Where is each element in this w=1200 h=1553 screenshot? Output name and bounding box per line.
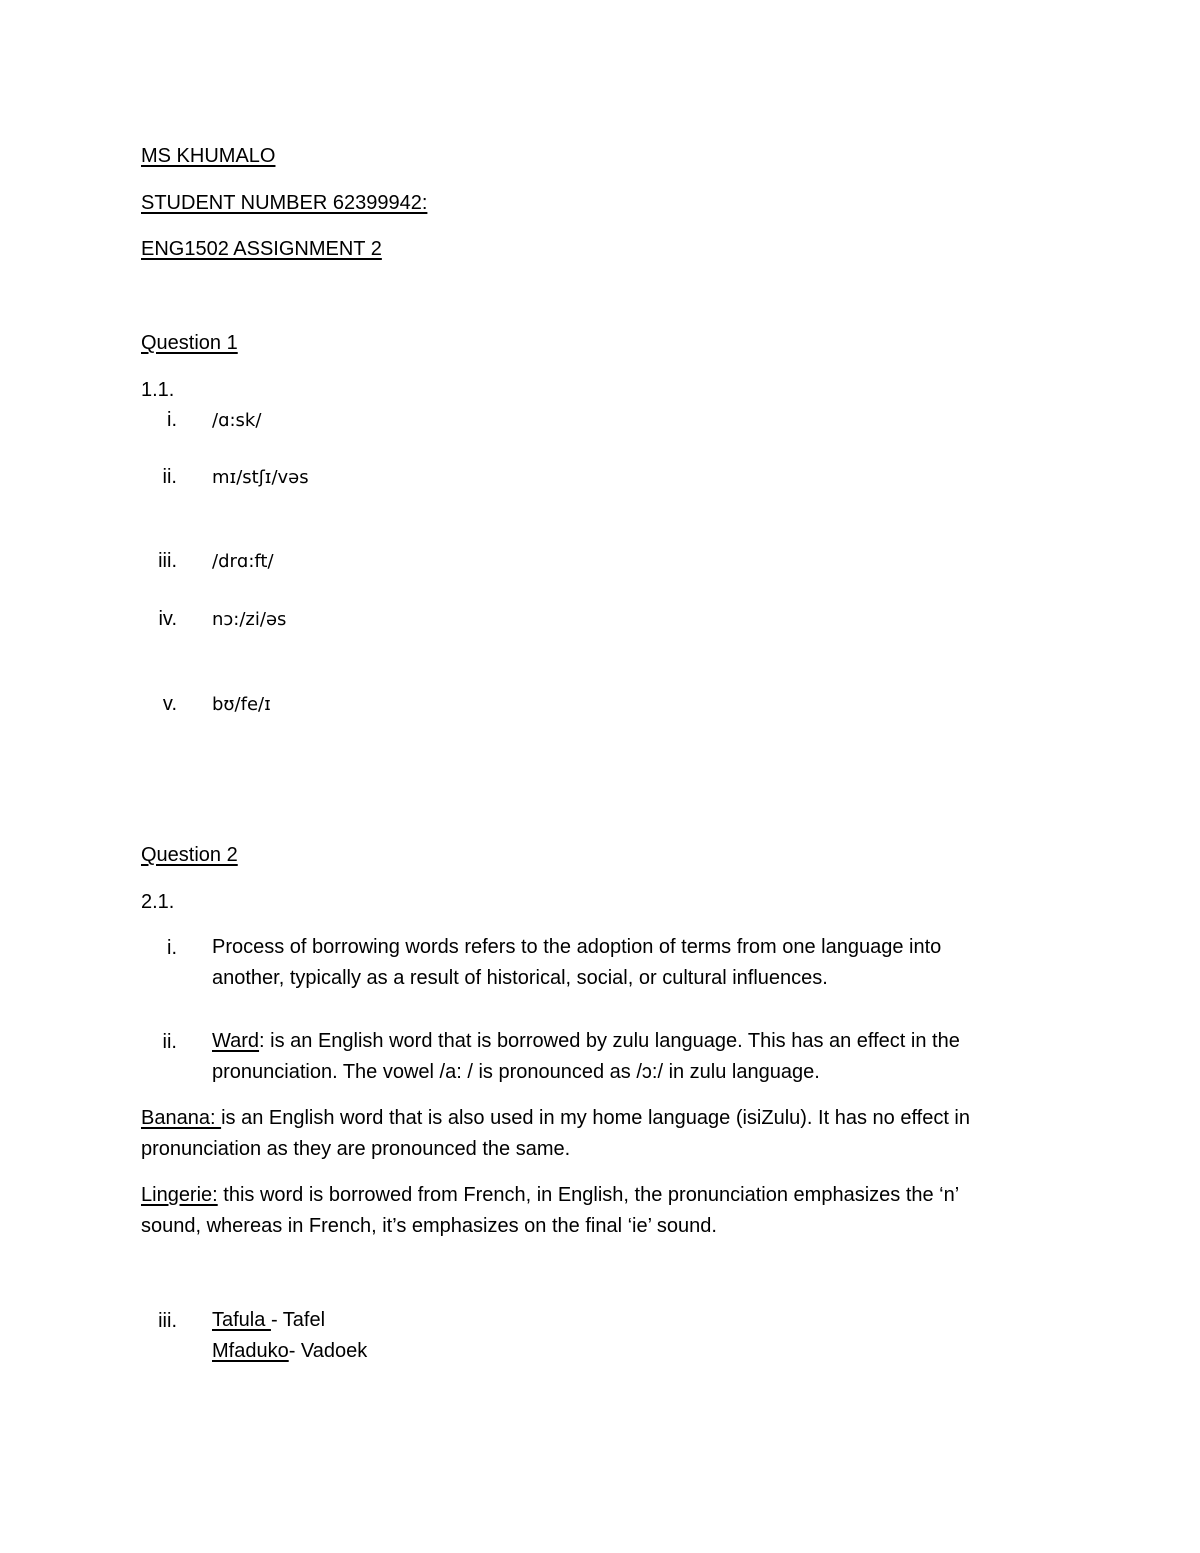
- q2-item-iii-line1: [212, 1305, 367, 1336]
- q2-item-iii-line1-rest: - Tafel: [270, 1309, 326, 1331]
- lingerie-line1-rest: this word is borrowed from French, in English, the pronunciation emphasizes the ‘n’: [217, 1184, 960, 1206]
- banana-line1: [141, 1103, 970, 1134]
- q2-item-iii-line2-rest: - Vadoek: [288, 1340, 368, 1362]
- q1-item-number: i.: [167, 409, 177, 431]
- q1-item-transcription: mɪ/stʃɪ/vəs: [212, 467, 309, 488]
- lingerie-line1: [141, 1180, 959, 1211]
- q2-item-i-text: [212, 932, 941, 994]
- q1-item-number: ii.: [162, 466, 177, 488]
- question-2-heading: Question 2: [141, 844, 238, 866]
- question-1-heading: Question 1: [141, 332, 238, 354]
- q2-item-ii-number: ii.: [162, 1031, 177, 1053]
- student-name: MS KHUMALO: [141, 145, 276, 167]
- q2-item-i-line2: another, typically as a result of historical, social, or cultural influences.: [212, 967, 828, 989]
- q2-item-ii-line1-rest: : is an English word that is borrowed by zulu language. This has an effect in the: [259, 1030, 960, 1052]
- term-mfaduko: Mfaduko: [212, 1340, 289, 1362]
- q1-item-transcription: nɔ:/zi/əs: [212, 609, 287, 630]
- q2-item-ii-line2: pronunciation. The vowel /a: / is pronounced as /ɔ:/ in zulu language.: [212, 1061, 820, 1083]
- q2-item-iii-line2: [212, 1336, 367, 1367]
- student-number: STUDENT NUMBER 62399942:: [141, 192, 428, 214]
- lingerie-paragraph: [141, 1180, 959, 1242]
- q2-item-i-line1: Process of borrowing words refers to the adoption of terms from one language into: [212, 936, 942, 958]
- question-2-subnumber: 2.1.: [141, 891, 175, 913]
- q2-item-ii-text: [212, 1026, 960, 1088]
- term-ward: Ward: [212, 1030, 260, 1052]
- question-1-subnumber: 1.1.: [141, 379, 175, 401]
- term-lingerie: Lingerie:: [141, 1184, 218, 1206]
- term-tafula: Tafula: [212, 1309, 271, 1331]
- q1-item-number: v.: [162, 693, 177, 715]
- q1-item-transcription: /ɑ:sk/: [212, 410, 262, 431]
- q1-item-number: iii.: [158, 550, 177, 572]
- banana-line2: pronunciation as they are pronounced the same.: [141, 1138, 571, 1160]
- q2-item-iii-text: [212, 1305, 367, 1367]
- q2-item-iii-number: iii.: [158, 1310, 177, 1332]
- q1-item-number: iv.: [158, 608, 177, 630]
- assignment-title: ENG1502 ASSIGNMENT 2: [141, 238, 382, 260]
- banana-paragraph: [141, 1103, 970, 1165]
- q1-item-transcription: /drɑ:ft/: [212, 551, 274, 572]
- q1-item-transcription: bʊ/fe/ɪ: [212, 694, 271, 715]
- q2-item-i-number: i.: [167, 937, 177, 959]
- term-banana: Banana:: [141, 1107, 222, 1129]
- q2-item-ii-line1: [212, 1026, 960, 1057]
- banana-line1-rest: is an English word that is also used in my home language (isiZulu). It has no effect in: [221, 1107, 970, 1129]
- lingerie-line2: sound, whereas in French, it’s emphasizes on the final ‘ie’ sound.: [141, 1215, 717, 1237]
